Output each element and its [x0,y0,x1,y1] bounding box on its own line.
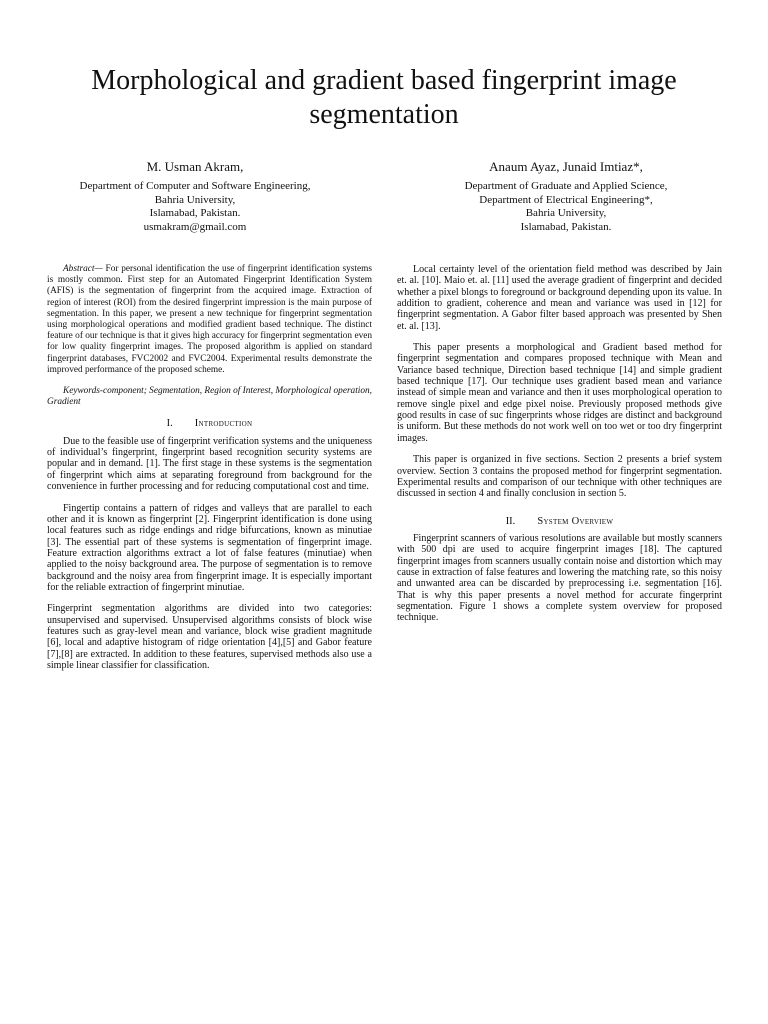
body-paragraph: This paper presents a morphological and Gradient based method for fingerprint segmentation and compares proposed technique with Mean and Variance based technique, Direction based technique [14] and simple gradient based technique [17]. Our technique uses gradient based mean and variance instead of simple mean and variance and then it uses morphological operation to remove single pixel and edge pixel noise. Previously proposed methods give good results in case of suc fingerprints whose ridges are distinct and background is uniform. But these methods do not work well on too wet or too dry fingerprint images. [397,342,722,444]
author-affiliation-line: Department of Computer and Software Engineering, [79,180,311,192]
abstract-text: For personal identification the use of fingerprint identification systems is mostly common. First step for an Automated Fingerprint Identification System (AFIS) is the segmentation of fingerprint from the acquired image. Extraction of region of interest (ROI) from the desired fingerprint impression is the main purpose of segmentation. In this paper, we present a new technique for fingerprint segmentation using morphological operations and modified gradient based technique. The distinct feature of our technique is that it gives high accuracy for fingerprint segmentation even for low quality fingerprint images. The proposed algorithm is applied on standard fingerprint databases, FVC2002 and FVC2004. Experimental results demonstrate the improved performance of the proposed scheme. [47,264,372,375]
section-number: I. [166,418,173,430]
section-heading-system-overview [397,516,722,527]
author-email: usmakram@gmail.com [143,220,247,233]
right-column [397,264,722,634]
author-affiliation-line: Bahria University, [525,207,607,220]
author-affiliation-line: Department of Electrical Engineering*, [479,193,653,206]
author-block-1 [40,158,350,234]
author-affiliation-line: Islamabad, Pakistan. [520,220,612,233]
abstract-label: Abstract— [63,264,103,274]
left-column [47,264,372,681]
body-paragraph: This paper is organized in five sections. Section 2 presents a brief system overview. Section 3 contains the proposed method for fingerprint segmentation. Experimental results and comparison of our technique with other techniques are discussed in section 4 and finally conclusion in section 5. [397,454,722,500]
author-affiliation-line: Department of Graduate and Applied Science, [464,180,668,192]
body-paragraph: Fingerprint scanners of various resolutions are available but mostly scanners with 500 dpi are used to acquire fingerprint images [18]. The captured fingerprint images from scanners usually contain noise and distortion which may cause in extraction of false features and lowering the matching rate, so this noisy and unwanted area can be discarded by preprocessing i.e. segmentation [16]. That is why this paper presents a novel method for accurate fingerprint segmentation. Figure 1 shows a complete system overview for proposed technique. [397,532,722,624]
body-paragraph: Fingertip contains a pattern of ridges and valleys that are parallel to each other and it is known as fingerprint [2]. Fingerprint identification is done using local features such as ridge endings and ridge bifurcations, known as minutiae [3]. The essential part of these systems is segmentation of fingerprint image. Feature extraction algorithms extract a lot of false features (minutiae) when applied to the noisy background area. The purpose of segmentation is to remove background and the noisy area from fingerprint image. It is especially important for the reliable extraction of fingerprint minutiae. [47,502,372,593]
paper-title: Morphological and gradient based fingerprint image segmentation [91,65,677,130]
section-title: Introduction [194,418,253,430]
abstract [47,264,372,376]
author-block-2 [410,158,722,234]
author-affiliation-line: Bahria University, [154,193,236,206]
body-paragraph: Fingerprint segmentation algorithms are divided into two categories: unsupervised and supervised. Unsupervised algorithms consists of block wise features such as gray-level mean and variance, block wise gradient magnitude [6], local and adaptive histogram of ridge orientation [4],[5] and Gabor feature [7],[8] are extracted. In addition to these features, supervised methods also use a simple linear classifier for classification. [47,603,372,671]
keywords: Keywords-component; Segmentation, Region of Interest, Morphological operation, Gradient [47,386,372,408]
section-number: II. [505,515,516,527]
author-name: M. Usman Akram, [146,159,244,174]
section-title: System Overview [537,515,614,527]
body-paragraph: Due to the feasible use of fingerprint verification systems and the uniqueness of individual’s fingerprint, fingerprint based recognition security systems are popular and in demand. [1]. The first stage in these systems is the segmentation of fingerprint which aims at separating foreground from background for the convenience in further processing and for reducing computational cost and time. [47,435,372,493]
body-paragraph: Local certainty level of the orientation field method was described by Jain et. al. [10]. Maio et. al. [11] used the average gradient of fingerprint and decided whether a pixel blongs to foreground or background depending upon its value. In addition to gradient, coherence and mean and variance was used in [12] for fingerprint segmentation. A Gabor filter based approach was presented by Shen et. al. [13]. [397,264,722,332]
section-heading-introduction [47,418,372,429]
author-affiliation-line: Islamabad, Pakistan. [149,207,241,220]
author-name: Anaum Ayaz, Junaid Imtiaz*, [489,159,643,174]
